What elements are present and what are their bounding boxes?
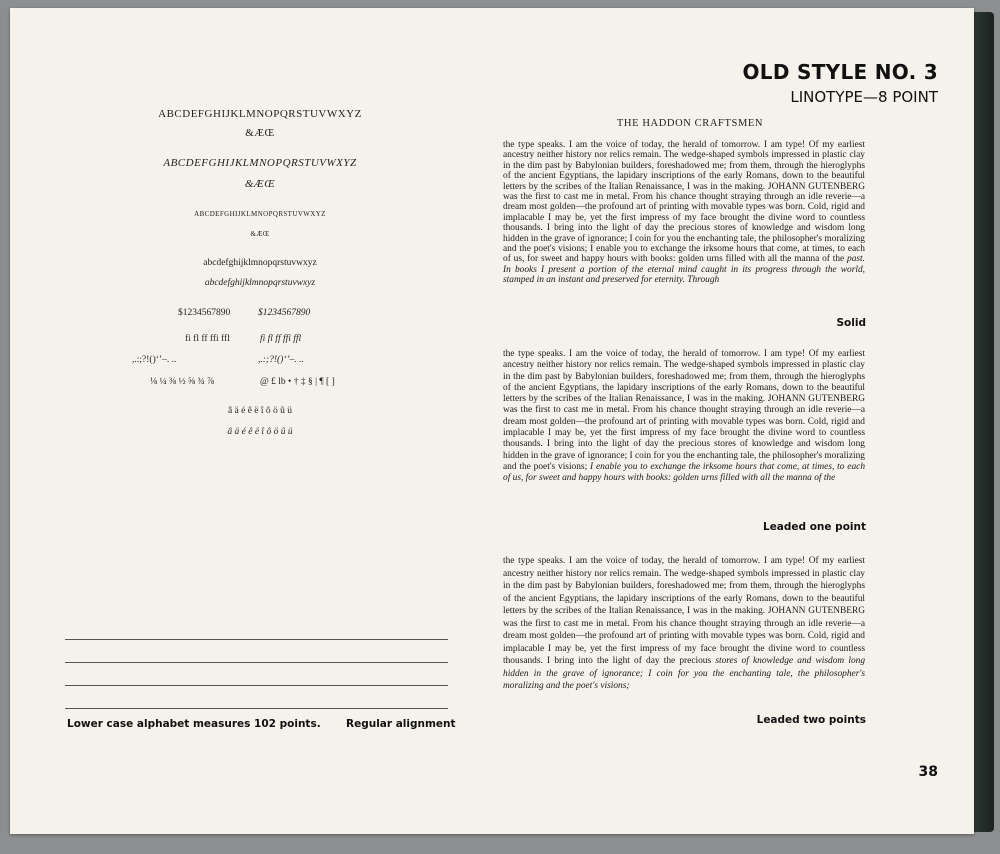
text-block-solid [503, 140, 865, 286]
body-text-italic: past. In books I present a portion of the eternal mind caught in its progress through the world, stamped in an instant and preserved for eternity. Through [503, 254, 866, 286]
body-text: the type speaks. I am the voice of today, the herald of tomorrow. I am type! Of my earliest ancestry neither history nor relics remain. The wedge-shaped symbols impressed in plastic clay in the dim past by Babylonian builders, foreshadowed me; from them, through the hieroglyphs of the ancient Egyptians, the lapidary inscriptions of the early Romans, down to the beautiful letters by the scribes of the Italian Renaissance, I was in the making. JOHANN GUTENBERG was the first to cast me in metal. From his chance thought straying through an idle reverie—a dream most golden—the profound art of printing with movable types was born. Cold, rigid and implacable I may be, yet the first impress of my face brought the divine word to countless thousands. I bring into the light of day the precious stores of knowledge and wisdom long hidden in the grave of ignorance; I coin for you the enchanting tale, the philosopher's moralizing and the poet's visions; [503, 349, 865, 472]
page-subtitle: LINOTYPE—8 POINT [790, 88, 938, 106]
body-text: the type speaks. I am the voice of today, the herald of tomorrow. I am type! Of my earliest ancestry neither history nor relics remain. The wedge-shaped symbols impressed in plastic clay in the dim past by Babylonian builders, foreshadowed me; from them, through the hieroglyphs of the ancient Egyptians, the lapidary inscriptions of the early Romans, down to the beautiful letters by the scribes of the Italian Renaissance, I was in the making. JOHANN GUTENBERG was the first to cast me in metal. From his chance thought straying through an idle reverie—a dream most golden—the profound art of printing with movable types was born. Cold, rigid and implacable I may be, yet the first impress of my face brought the divine word to countless thousands. I bring into the light of day the precious stores of knowledge and wisdom long hidden in the grave of ignorance; I coin for you the enchanting tale, the philosopher's moralizing and the poet's visions; I enable you to exchange the irksome hours that come, at times, to each of us, for sweet and happy hours with books: golden urns filled with all the manna of the [503, 140, 865, 265]
rule-line [65, 639, 448, 640]
rule-line [65, 685, 448, 686]
specimen-fractions: ⅛ ¼ ⅜ ½ ⅝ ¾ ⅞ [150, 377, 215, 387]
specimen-ff-ligatures-roman: fi fl ff ffi ffl [185, 334, 230, 344]
text-block-leaded-two [503, 555, 865, 693]
specimen-caps-italic: ABCDEFGHIJKLMNOPQRSTUVWXYZ [163, 157, 357, 169]
specimen-accents-roman: â ä é ê ë î ô ö û ü [227, 406, 293, 416]
specimen-figures-roman: $1234567890 [178, 308, 231, 318]
specimen-ff-ligatures-italic: fi fl ff ffi ffl [260, 334, 302, 344]
specimen-ligatures-roman: &ÆŒ [245, 127, 275, 139]
specimen-lowercase-roman: abcdefghijklmnopqrstuvwxyz [203, 258, 317, 268]
specimen-punctuation-roman: ,.:;?!()‘’–. .. [132, 355, 177, 365]
alphabet-measure-note: Lower case alphabet measures 102 points. [67, 718, 321, 730]
leading-label-solid: Solid [836, 317, 866, 329]
leading-label-leaded-one: Leaded one point [763, 521, 866, 533]
specimen-lowercase-italic: abcdefghijklmnopqrstuvwxyz [204, 278, 316, 288]
text-block-leaded-one [503, 349, 865, 485]
specimen-punctuation-italic: ,.:;?!()‘’–. .. [258, 355, 304, 365]
specimen-small-caps: ABCDEFGHIJKLMNOPQRSTUVWXYZ [194, 210, 326, 218]
specimen-accents-italic: â ä é ê ë î ô ö û ü [227, 427, 293, 437]
running-head: THE HADDON CRAFTSMEN [616, 118, 764, 129]
specimen-figures-italic: $1234567890 [258, 308, 311, 318]
book-page [10, 8, 974, 834]
specimen-caps-roman: ABCDEFGHIJKLMNOPQRSTUVWXYZ [158, 108, 362, 120]
leading-label-leaded-two: Leaded two points [756, 714, 866, 726]
page-title: OLD STYLE NO. 3 [742, 60, 938, 84]
page-number: 38 [918, 764, 938, 780]
body-text: the type speaks. I am the voice of today, the herald of tomorrow. I am type! Of my earliest ancestry neither history nor relics remain. The wedge-shaped symbols impressed in plastic clay in the dim past by Babylonian builders, foreshadowed me; from them, through the hieroglyphs of the ancient Egyptians, the lapidary inscriptions of the early Romans, down to the beautiful letters by the scribes of the Italian Renaissance, I was in the making. JOHANN GUTENBERG was the first to cast me in metal. From his chance thought straying through an idle reverie—a dream most golden—the profound art of printing with movable types was born. Cold, rigid and implacable I may be, yet the first impress of my face brought the divine word to countless thousands. I bring into the light of day the precious [503, 556, 865, 666]
rule-line [65, 662, 448, 663]
specimen-symbols: @ £ lb • † ‡ § | ¶ [ ] [260, 377, 335, 387]
body-text-italic: I enable you to exchange the irksome hours that come, at times, to each of us, for sweet and happy hours with books: golden urns filled with all the manna of the [503, 461, 866, 484]
rule-line [65, 708, 448, 709]
alignment-note: Regular alignment [346, 718, 456, 730]
specimen-ligatures-italic: &ÆŒ [244, 178, 276, 190]
body-text-italic: stores of knowledge and wisdom long hidden in the grave of ignorance; I coin for you the enchanting tale, the philosopher's moralizing and the poet's visions; [503, 656, 866, 691]
specimen-small-caps-ligatures: &ÆŒ [250, 230, 270, 238]
